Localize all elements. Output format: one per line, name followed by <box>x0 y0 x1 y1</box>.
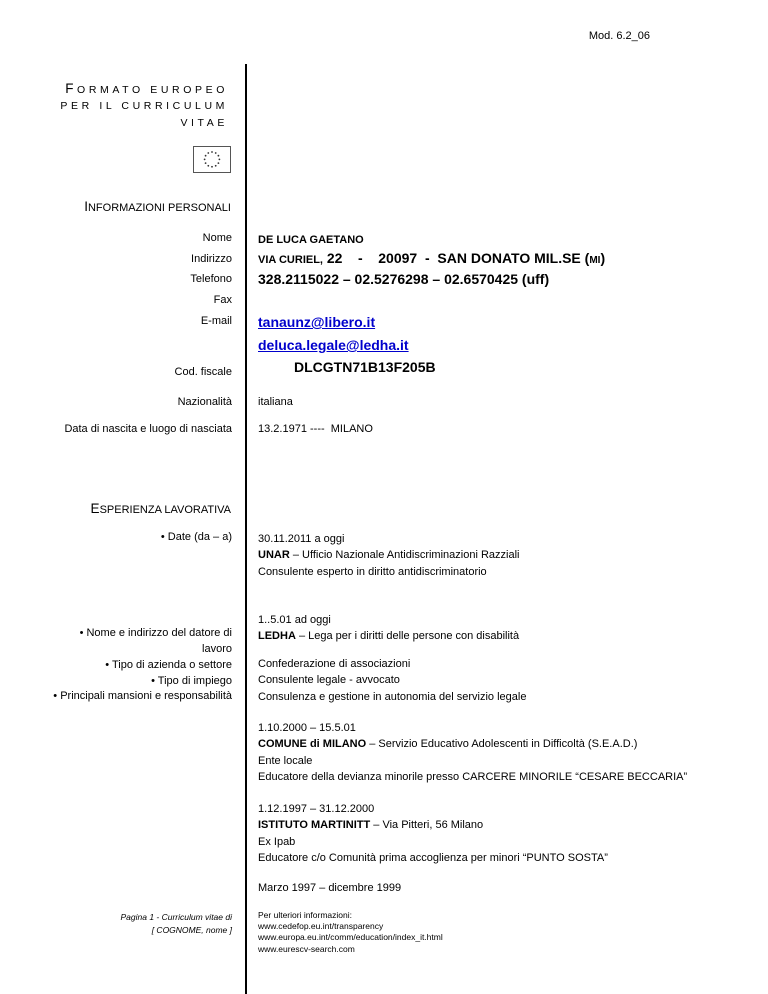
entry-org: ISTITUTO MARTINITT – Via Pitteri, 56 Milano <box>258 819 484 832</box>
entry-date: 30.11.2011 a oggi <box>258 533 345 545</box>
vertical-divider <box>245 64 247 994</box>
experience-entry-date: Marzo 1997 – dicembre 1999 <box>258 882 402 894</box>
cv-title-line3: VITAE <box>180 117 228 129</box>
experience-entry <box>258 801 608 866</box>
value-nazionalita: italiana <box>258 396 293 408</box>
footer-links <box>258 910 443 955</box>
experience-entry <box>258 531 519 580</box>
label-cod-fiscale: Cod. fiscale <box>174 366 232 378</box>
entry-date: 1..5.01 ad oggi <box>258 614 331 626</box>
cv-title-line2: PER IL CURRICULUM <box>60 100 228 112</box>
entry-sector: Ente locale <box>258 754 313 767</box>
experience-entry <box>258 720 687 785</box>
label-mansioni: • Principali mansioni e responsabilità <box>53 690 232 702</box>
entry-duties: Consulenza e gestione in autonomia del servizio legale <box>258 690 527 703</box>
experience-entry <box>258 612 519 645</box>
entry-sector: Ex Ipab <box>258 835 296 848</box>
value-nome: DE LUCA GAETANO <box>258 234 364 246</box>
email-link-1[interactable]: tanaunz@libero.it <box>258 314 376 330</box>
value-indirizzo: VIA CURIEL, 22 - 20097 - SAN DONATO MIL.SE (MI) <box>258 250 606 266</box>
label-indirizzo: Indirizzo <box>191 253 232 265</box>
entry-duties: Educatore della devianza minorile presso CARCERE MINORILE “CESARE BECCARIA” <box>258 770 688 783</box>
entry-role: Consulente esperto in diritto antidiscriminatorio <box>258 565 487 578</box>
entry-duties: Educatore c/o Comunità prima accoglienza per minori “PUNTO SOSTA” <box>258 851 608 864</box>
footer-page-info: Pagina 1 - Curriculum vitae di [ COGNOME, nome ] <box>120 912 232 935</box>
eu-flag-icon <box>193 146 231 173</box>
section-personal-info: INFORMAZIONI PERSONALI <box>84 199 231 214</box>
label-tipo-azienda: • Tipo di azienda o settore <box>105 659 232 671</box>
entry-org: LEDHA – Lega per i diritti delle persone con disabilità <box>258 630 520 643</box>
footer-link-cedefop[interactable]: www.cedefop.eu.int/transparency <box>258 921 384 932</box>
experience-entry-details <box>258 656 526 705</box>
entry-sector: Confederazione di associazioni <box>258 658 411 670</box>
label-datore-line2: lavoro <box>202 643 232 655</box>
entry-org: COMUNE di MILANO – Servizio Educativo Adolescenti in Difficoltà (S.E.A.D.) <box>258 738 638 751</box>
entry-org: UNAR – Ufficio Nazionale Antidiscriminazioni Razziali <box>258 549 520 562</box>
entry-date: 1.12.1997 – 31.12.2000 <box>258 803 375 815</box>
label-datore-line1: • Nome e indirizzo del datore di <box>79 627 232 639</box>
module-code: Mod. 6.2_06 <box>588 30 650 42</box>
footer-link-eurescv[interactable]: www.eurescv-search.com <box>258 943 355 954</box>
footer-link-europa[interactable]: www.europa.eu.int/comm/education/index_it.html <box>258 932 443 943</box>
label-date: • Date (da – a) <box>160 531 232 543</box>
label-email: E-mail <box>200 315 232 327</box>
cv-title-line1: FORMATO EUROPEO <box>65 81 228 96</box>
email-link-2[interactable]: deluca.legale@ledha.it <box>258 337 409 353</box>
value-telefono: 328.2115022 – 02.5276298 – 02.6570425 (uff) <box>258 271 550 287</box>
label-tipo-impiego: • Tipo di impiego <box>151 675 232 687</box>
footer-info-label: Per ulteriori informazioni: <box>258 910 353 920</box>
label-nascita: Data di nascita e luogo di nasciata <box>64 423 232 435</box>
label-telefono: Telefono <box>190 273 232 285</box>
entry-date: 1.10.2000 – 15.5.01 <box>258 722 356 734</box>
value-nascita: 13.2.1971 ---- MILANO <box>258 423 373 435</box>
label-nome: Nome <box>202 232 232 244</box>
label-nazionalita: Nazionalità <box>177 396 232 408</box>
value-cod-fiscale: DLCGTN71B13F205B <box>294 359 436 375</box>
entry-job-type: Consulente legale - avvocato <box>258 674 400 687</box>
section-work-experience: ESPERIENZA LAVORATIVA <box>90 501 231 516</box>
label-fax: Fax <box>213 294 232 306</box>
